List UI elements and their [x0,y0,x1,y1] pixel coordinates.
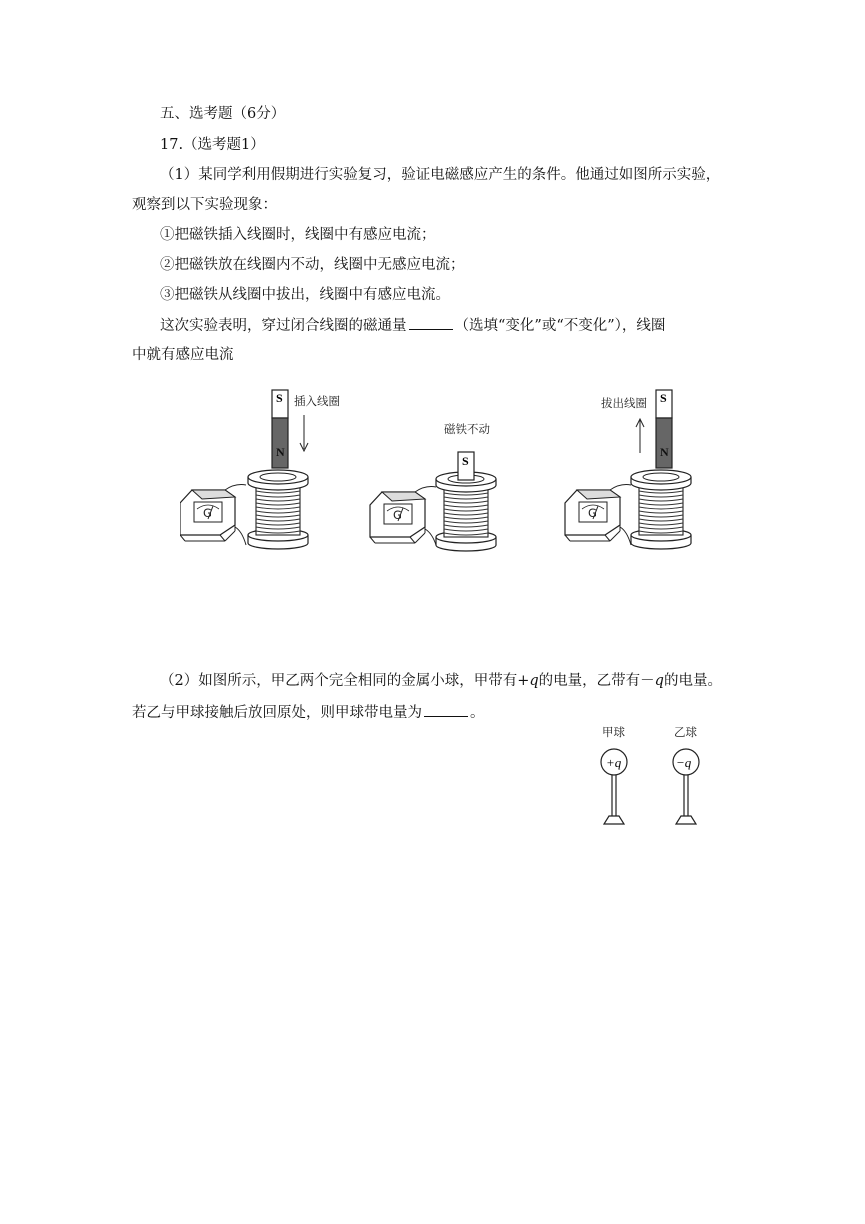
label-pull: 拔出线圈 [601,396,647,410]
charge-symbol: q [654,673,664,689]
part2-question: 若乙与甲球接触后放回原处，则甲球带电量为 [132,705,422,721]
panel-insert [180,390,340,549]
conclusion-text-after: （选填“变化”或“不变化”），线圈 [454,318,666,334]
label-still: 磁铁不动 [444,422,490,436]
label-jia: 甲球 [602,725,625,739]
magnet-pole-n: N [276,445,285,459]
answer-blank-2[interactable] [424,702,468,717]
label-yi: 乙球 [674,725,697,739]
meter-letter: G [393,508,402,522]
part1-conclusion [160,315,665,336]
panel-still [370,422,496,551]
part1-intro-line2: 观察到以下实验现象： [132,197,277,213]
section-title: 五、选考题（6分） [160,106,286,122]
part2-line2 [132,702,485,723]
part2-line1 [160,671,722,691]
charge-minus: −q [676,755,692,770]
sphere-yi [673,749,699,824]
conclusion-text-before: 这次实验表明，穿过闭合线圈的磁通量 [160,318,407,334]
observation-1: ①把磁铁插入线圈时，线圈中有感应电流； [160,227,436,243]
coil-icon [248,470,308,549]
part1-intro-line1: （1）某同学利用假期进行实验复习，验证电磁感应产生的条件。他通过如图所示实验， [160,167,721,183]
panel-pull [565,390,691,549]
magnet-pole-s: S [276,391,283,405]
meter-letter: G [588,506,597,520]
magnet-n-end [272,418,288,468]
meter-letter: G [203,506,212,520]
electromagnetic-induction-figure [180,385,700,560]
label-insert: 插入线圈 [294,394,340,408]
part1-conclusion-line2: 中就有感应电流 [132,347,234,363]
magnet-pole-s: S [660,391,667,405]
answer-blank-1[interactable] [409,315,453,330]
observation-2: ②把磁铁放在线圈内不动，线圈中无感应电流； [160,257,465,273]
magnet-n-end [656,418,672,468]
magnet-pole-n: N [660,445,669,459]
question-number: 17.（选考题1） [160,137,265,153]
charged-spheres-figure [590,722,720,830]
part2-period: 。 [470,705,485,721]
part2-text-c: 的电量。 [663,673,722,689]
part2-text-b: 的电量，乙带有－ [538,673,655,689]
coil-icon [436,472,496,551]
coil-icon [631,470,691,549]
observation-3: ③把磁铁从线圈中拔出，线圈中有感应电流。 [160,287,450,303]
charge-symbol: q [529,673,539,689]
charge-plus: +q [606,755,622,770]
part2-text-a: （2）如图所示，甲乙两个完全相同的金属小球，甲带有+ [160,673,530,689]
sphere-jia [601,749,627,824]
magnet-pole-s: S [462,454,469,468]
